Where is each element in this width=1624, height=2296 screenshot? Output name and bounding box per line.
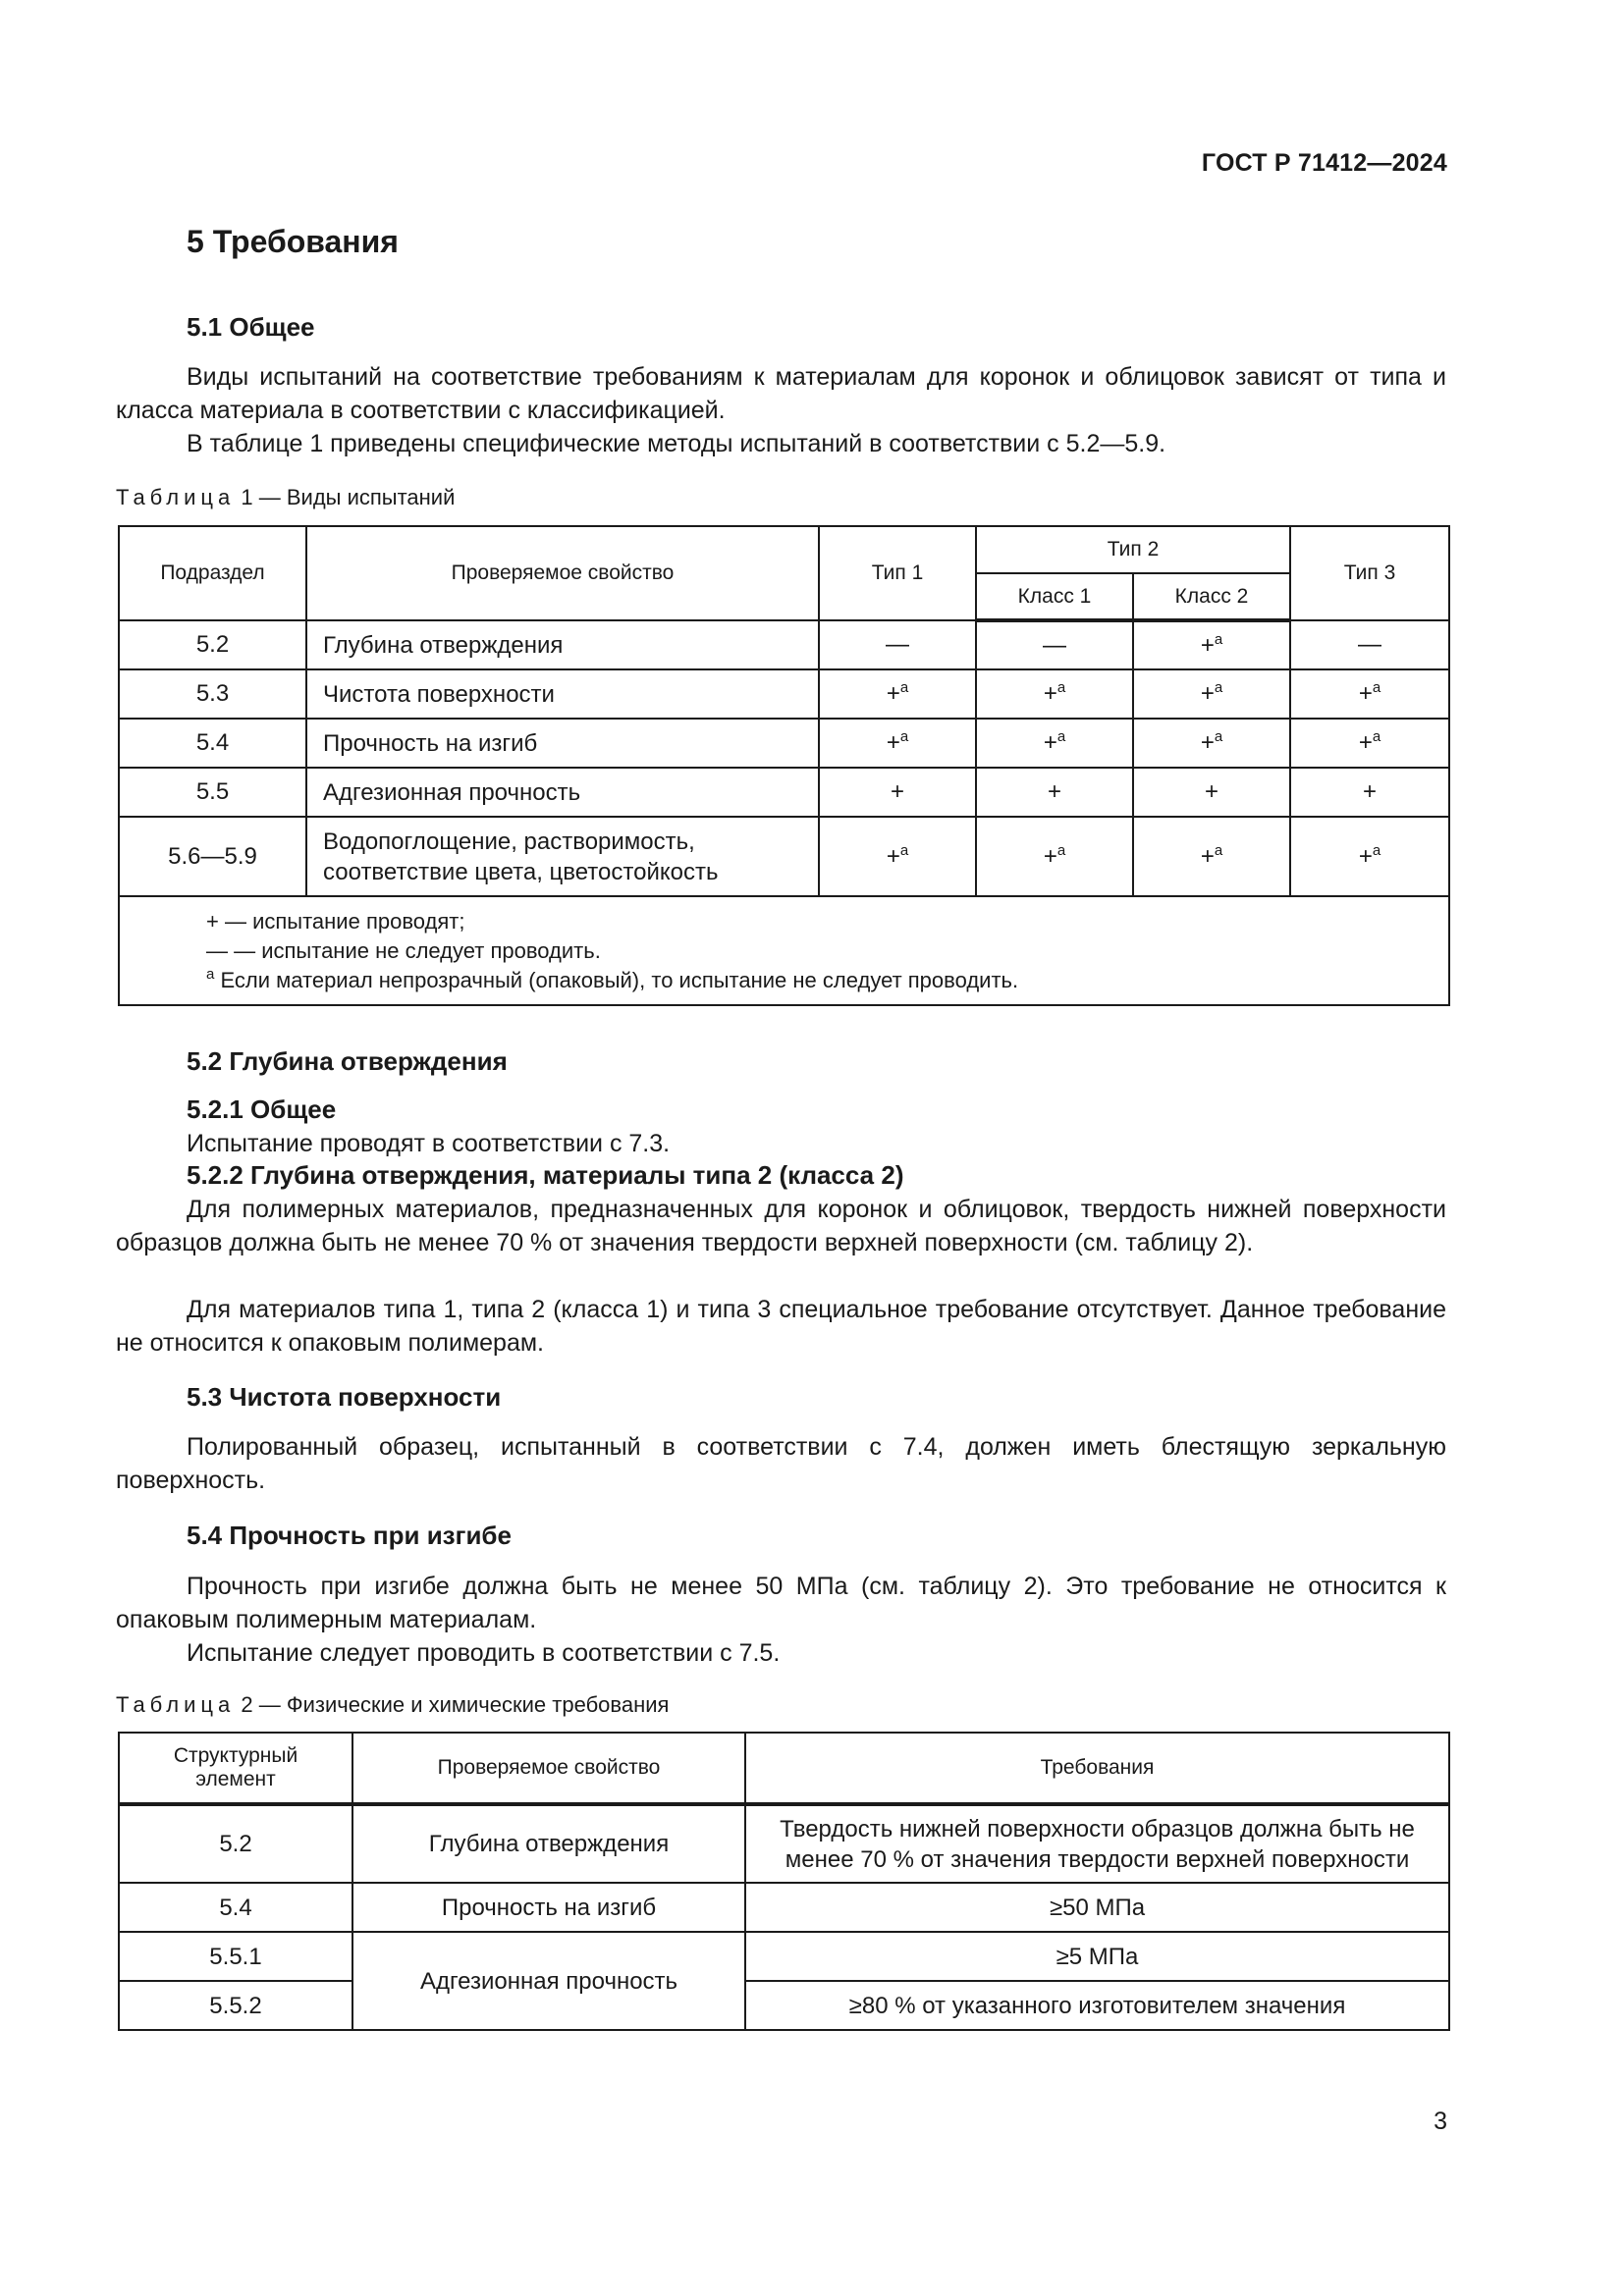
table1-cell-c2 bbox=[1133, 669, 1290, 719]
subsection-5-2-1-title: 5.2.1 Общее bbox=[187, 1095, 337, 1124]
footnote-mark: a bbox=[899, 728, 909, 745]
table2-header-property: Проверяемое свойство bbox=[352, 1733, 745, 1804]
mark: + bbox=[1200, 729, 1215, 756]
note-a bbox=[206, 966, 1440, 995]
table1-cell-t1 bbox=[819, 817, 976, 896]
table2-cell-property: Глубина отверждения bbox=[352, 1804, 745, 1883]
subsection-5-2-2-title: 5.2.2 Глубина отверждения, материалы типа 2 (класса 2) bbox=[187, 1160, 904, 1190]
table1-cell-sub: 5.4 bbox=[119, 719, 306, 768]
paragraph-5-2-1: Испытание проводят в соответствии с 7.3. bbox=[187, 1130, 671, 1157]
table1-cell-c1 bbox=[976, 669, 1133, 719]
paragraph-5-1-1: Виды испытаний на соответствие требованиям к материалам для коронок и облицовок зависят от типа и класса материала в соответствии с классификацией. bbox=[116, 363, 1446, 424]
footnote-mark: a bbox=[206, 965, 215, 983]
table2-cell-requirement: ≥5 МПа bbox=[745, 1932, 1449, 1981]
table2-cell-requirement bbox=[745, 1804, 1449, 1883]
req-line-1: Твердость нижней поверхности образцов должна быть не bbox=[780, 1815, 1415, 1842]
table1-cell-prop: Адгезионная прочность bbox=[306, 768, 819, 817]
mark: + bbox=[1358, 680, 1373, 707]
table1-cell-c2 bbox=[1133, 719, 1290, 768]
footnote-mark: a bbox=[1056, 679, 1066, 696]
table1-header-type3: Тип 3 bbox=[1290, 526, 1449, 620]
footnote-mark: a bbox=[1372, 841, 1381, 859]
table1-header-property: Проверяемое свойство bbox=[306, 526, 819, 620]
table1-cell-sub: 5.2 bbox=[119, 620, 306, 669]
table1-caption bbox=[116, 485, 455, 510]
table1-cell-prop: Чистота поверхности bbox=[306, 669, 819, 719]
paragraph-5-2-2-2: Для материалов типа 1, типа 2 (класса 1) и типа 3 специальное требование отсутствует. Данное требование не относится к опаковым полимерам. bbox=[116, 1296, 1446, 1357]
table1-cell-sub: 5.6—5.9 bbox=[119, 817, 306, 896]
paragraph-5-4-1: Прочность при изгибе должна быть не менее 50 МПа (см. таблицу 2). Это требование не относится к опаковым полимерным материалам. bbox=[116, 1573, 1446, 1633]
table2-cell-requirement: ≥80 % от указанного изготовителем значения bbox=[745, 1981, 1449, 2030]
table2-caption bbox=[116, 1692, 669, 1718]
table1-cell-t3: — bbox=[1290, 620, 1449, 669]
table1-cell-prop: Прочность на изгиб bbox=[306, 719, 819, 768]
header-line-1: Структурный bbox=[173, 1744, 298, 1767]
footnote-mark: a bbox=[1214, 728, 1223, 745]
page-number: 3 bbox=[1434, 2108, 1447, 2135]
table1-caption-word: Таблица bbox=[116, 485, 236, 509]
table2-cell-element: 5.5.1 bbox=[119, 1932, 352, 1981]
table1-header-row bbox=[119, 526, 1449, 573]
paragraph-5-2-2-1: Для полимерных материалов, предназначенных для коронок и облицовок, твердость нижней поверхности образцов должна быть не менее 70 % от значения твердости верхней поверхности (см. таблицу 2). bbox=[116, 1196, 1446, 1256]
table1-cell-c1: + bbox=[976, 768, 1133, 817]
table-row bbox=[119, 1804, 1449, 1883]
req-line-2: менее 70 % от значения твердости верхней поверхности bbox=[785, 1845, 1410, 1873]
mark: + bbox=[1043, 729, 1057, 756]
mark: + bbox=[1200, 631, 1215, 659]
table1-cell-t1: — bbox=[819, 620, 976, 669]
table1-cell-c1 bbox=[976, 817, 1133, 896]
note-dash: — — испытание не следует проводить. bbox=[206, 937, 601, 963]
table1-cell-t3 bbox=[1290, 719, 1449, 768]
table2-header-row bbox=[119, 1733, 1449, 1804]
table-row bbox=[119, 1932, 1449, 1981]
header-line-2: элемент bbox=[195, 1768, 276, 1790]
note-plus: + — испытание проводят; bbox=[206, 908, 465, 934]
table1-cell-prop bbox=[306, 817, 819, 896]
mark: + bbox=[1200, 680, 1215, 707]
table2-cell-property: Прочность на изгиб bbox=[352, 1883, 745, 1932]
table1-cell-t1 bbox=[819, 719, 976, 768]
footnote-mark: a bbox=[1214, 679, 1223, 696]
subsection-5-3-title: 5.3 Чистота поверхности bbox=[187, 1382, 502, 1412]
table-1 bbox=[118, 525, 1450, 1006]
table-2 bbox=[118, 1732, 1450, 2031]
table1-cell-t1 bbox=[819, 669, 976, 719]
mark: + bbox=[1358, 729, 1373, 756]
table1-header-type2: Тип 2 bbox=[976, 526, 1290, 573]
footnote-mark: a bbox=[1214, 841, 1223, 859]
table1-cell-c2 bbox=[1133, 817, 1290, 896]
table2-caption-rest: 2 — Физические и химические требования bbox=[241, 1692, 670, 1717]
table1-cell-t3: + bbox=[1290, 768, 1449, 817]
table-row bbox=[119, 719, 1449, 768]
table1-cell-c1 bbox=[976, 719, 1133, 768]
table-row bbox=[119, 1981, 1449, 2030]
mark: + bbox=[886, 729, 900, 756]
table1-caption-rest: 1 — Виды испытаний bbox=[241, 485, 456, 509]
table2-header-element bbox=[119, 1733, 352, 1804]
table1-cell-c1: — bbox=[976, 620, 1133, 669]
footnote-mark: a bbox=[1056, 728, 1066, 745]
table2-cell-element: 5.5.2 bbox=[119, 1981, 352, 2030]
table-row bbox=[119, 1883, 1449, 1932]
table2-cell-element: 5.2 bbox=[119, 1804, 352, 1883]
mark: + bbox=[1358, 842, 1373, 870]
table1-header-class2: Класс 2 bbox=[1133, 573, 1290, 620]
table2-header-requirements: Требования bbox=[745, 1733, 1449, 1804]
table1-cell-t3 bbox=[1290, 669, 1449, 719]
prop-line-1: Водопоглощение, растворимость, bbox=[323, 828, 695, 855]
table-row bbox=[119, 817, 1449, 896]
table1-cell-c2: + bbox=[1133, 768, 1290, 817]
table-row bbox=[119, 669, 1449, 719]
prop-line-2: соответствие цвета, цветостойкость bbox=[323, 858, 719, 885]
table1-cell-sub: 5.3 bbox=[119, 669, 306, 719]
table1-cell-prop: Глубина отверждения bbox=[306, 620, 819, 669]
table1-cell-t1: + bbox=[819, 768, 976, 817]
footnote-mark: a bbox=[1214, 630, 1223, 648]
mark: + bbox=[1043, 842, 1057, 870]
section-title: 5 Требования bbox=[187, 224, 399, 259]
mark: + bbox=[886, 842, 900, 870]
table-row bbox=[119, 768, 1449, 817]
footnote-mark: a bbox=[899, 679, 909, 696]
table2-cell-element: 5.4 bbox=[119, 1883, 352, 1932]
table2-cell-property: Адгезионная прочность bbox=[352, 1932, 745, 2030]
mark: + bbox=[886, 680, 900, 707]
table1-cell-t3 bbox=[1290, 817, 1449, 896]
table-row bbox=[119, 620, 1449, 669]
paragraph-5-1-2: В таблице 1 приведены специфические методы испытаний в соответствии с 5.2—5.9. bbox=[187, 430, 1166, 457]
footnote-mark: a bbox=[1372, 679, 1381, 696]
table2-caption-word: Таблица bbox=[116, 1692, 236, 1717]
table1-cell-c2 bbox=[1133, 620, 1290, 669]
table1-cell-sub: 5.5 bbox=[119, 768, 306, 817]
document-header-id: ГОСТ Р 71412—2024 bbox=[1201, 149, 1447, 177]
table1-notes-row bbox=[119, 896, 1449, 1005]
table1-notes bbox=[119, 896, 1449, 1005]
subsection-5-2-title: 5.2 Глубина отверждения bbox=[187, 1046, 508, 1076]
paragraph-5-4-2: Испытание следует проводить в соответствии с 7.5. bbox=[187, 1639, 781, 1667]
paragraph-5-3: Полированный образец, испытанный в соответствии с 7.4, должен иметь блестящую зеркальную поверхность. bbox=[116, 1433, 1446, 1494]
table2-cell-requirement: ≥50 МПа bbox=[745, 1883, 1449, 1932]
footnote-mark: a bbox=[1056, 841, 1066, 859]
table1-header-type1: Тип 1 bbox=[819, 526, 976, 620]
note-a-text: Если материал непрозрачный (опаковый), то испытание не следует проводить. bbox=[220, 967, 1019, 992]
mark: + bbox=[1043, 680, 1057, 707]
table1-header-class1: Класс 1 bbox=[976, 573, 1133, 620]
mark: + bbox=[1200, 842, 1215, 870]
footnote-mark: a bbox=[1372, 728, 1381, 745]
footnote-mark: a bbox=[899, 841, 909, 859]
subsection-5-1-title: 5.1 Общее bbox=[187, 312, 315, 342]
subsection-5-4-title: 5.4 Прочность при изгибе bbox=[187, 1521, 512, 1550]
table1-header-subsection: Подраздел bbox=[119, 526, 306, 620]
